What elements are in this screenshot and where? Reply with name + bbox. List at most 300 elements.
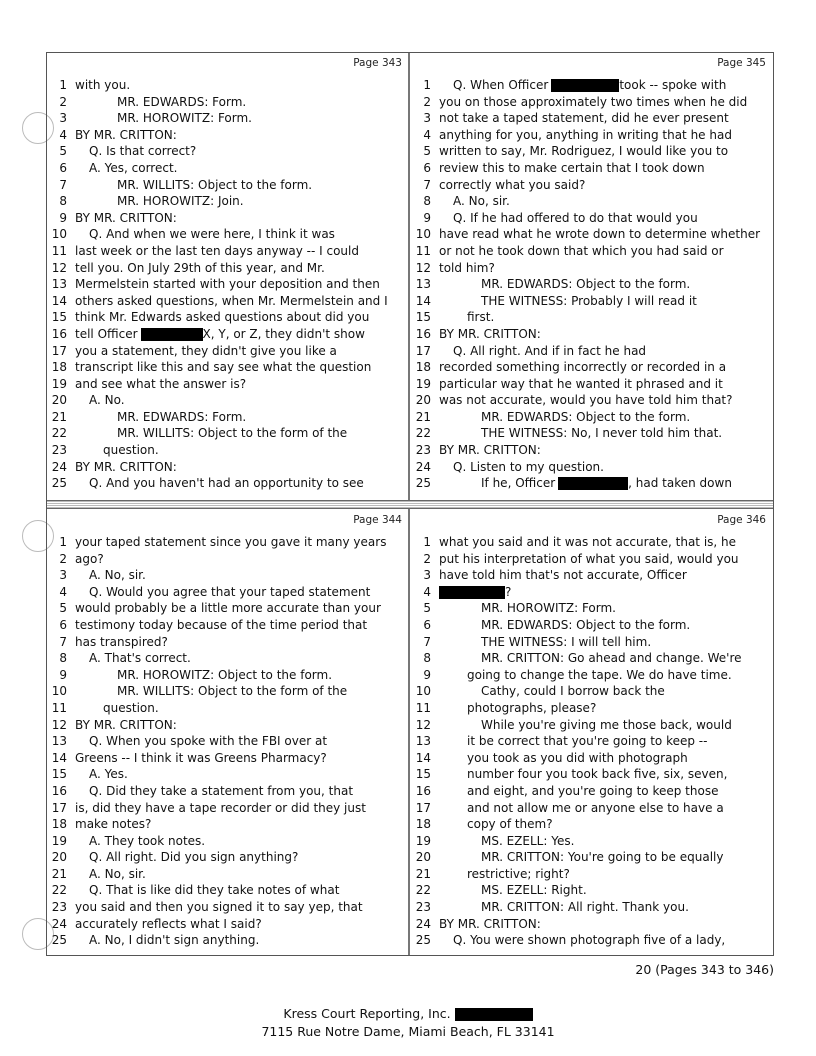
transcript-line [47, 833, 406, 850]
transcript-line [411, 866, 770, 883]
line-text [439, 226, 760, 243]
transcript-line [411, 733, 770, 750]
line-number: 14 [415, 293, 431, 308]
line-text [467, 800, 724, 817]
line-number: 5 [423, 601, 431, 616]
transcript-line [47, 733, 406, 750]
line-text-segment: MR. CRITTON: All right. Thank you. [481, 900, 689, 915]
line-text-segment: A. They took notes. [89, 833, 206, 848]
line-number: 19 [415, 376, 431, 391]
page-346 [411, 510, 770, 956]
transcript-line [411, 833, 770, 850]
transcript-line [47, 127, 406, 144]
line-number: 6 [59, 160, 67, 175]
line-text-segment: Q. When Officer [453, 78, 549, 92]
transcript-line [47, 783, 406, 800]
line-number: 8 [59, 651, 67, 666]
line-number: 11 [415, 243, 431, 258]
line-text-segment: MR. CRITTON: Go ahead and change. We're [481, 651, 742, 666]
line-text-segment: Q. When you spoke with the FBI over at [89, 734, 328, 749]
line-number: 10 [51, 227, 67, 242]
line-text [75, 899, 363, 916]
transcript-line [411, 94, 770, 111]
line-number: 8 [423, 194, 431, 209]
transcript-line [47, 392, 406, 409]
line-text-segment: MR. EDWARDS: Object to the form. [481, 277, 691, 292]
line-text-segment: think Mr. Edwards asked questions about did you [75, 310, 370, 325]
line-text-segment: BY MR. CRITTON: [439, 326, 541, 341]
transcript-line [411, 160, 770, 177]
transcript-line [47, 94, 406, 111]
line-text [89, 849, 298, 866]
transcript-line [411, 816, 770, 833]
transcript-line [411, 343, 770, 360]
line-text [75, 127, 177, 144]
line-text-segment: MR. WILLITS: Object to the form of the [117, 684, 348, 699]
transcript-line [411, 276, 770, 293]
line-text [481, 882, 587, 899]
line-text [439, 160, 705, 177]
line-text [439, 551, 739, 568]
transcript-line [47, 534, 406, 551]
line-text-segment: Q. That is like did they take notes of what [89, 883, 340, 898]
line-number: 25 [415, 933, 431, 948]
line-number: 11 [51, 243, 67, 258]
transcript-line [411, 650, 770, 667]
transcript-line [47, 750, 406, 767]
line-number: 24 [51, 459, 67, 474]
line-number: 10 [415, 227, 431, 242]
transcript-line [47, 193, 406, 210]
transcript-line [411, 783, 770, 800]
line-text-segment: MR. HOROWITZ: Form. [481, 601, 616, 616]
line-text-segment: going to change the tape. We do have time. [467, 667, 732, 682]
transcript-line [411, 899, 770, 916]
transcript-line [47, 700, 406, 717]
transcript-line [411, 800, 770, 817]
transcript-line [411, 683, 770, 700]
line-text [481, 899, 689, 916]
line-text-segment: you said and then you signed it to say yep, that [75, 900, 363, 915]
line-number: 1 [423, 535, 431, 549]
line-number: 15 [51, 767, 67, 782]
transcript-line [411, 534, 770, 551]
line-text [453, 932, 725, 949]
line-number: 6 [423, 617, 431, 632]
line-text [89, 882, 339, 899]
line-text [89, 143, 196, 160]
transcript-line [411, 193, 770, 210]
line-text [453, 343, 646, 360]
line-number: 23 [415, 443, 431, 458]
line-text [467, 783, 718, 800]
transcript-line [47, 600, 406, 617]
line-text [117, 683, 347, 700]
line-number: 16 [415, 783, 431, 798]
line-text-segment: number four you took back five, six, seven, [467, 767, 728, 782]
line-number: 18 [415, 360, 431, 375]
line-number: 16 [51, 783, 67, 798]
line-text-segment: Q. Did they take a statement from you, that [89, 783, 354, 798]
transcript-line [411, 849, 770, 866]
line-text-segment: photographs, please? [467, 700, 597, 715]
line-text [467, 309, 494, 326]
transcript-line [411, 376, 770, 393]
line-number: 12 [51, 260, 67, 275]
line-text-segment: question. [103, 700, 159, 715]
line-text-segment: told him? [439, 260, 495, 275]
line-text [75, 459, 177, 476]
line-number: 9 [423, 210, 431, 225]
line-number: 14 [51, 293, 67, 308]
line-number: 3 [59, 111, 67, 126]
line-text-segment: If he, Officer [481, 476, 556, 491]
transcript-line [411, 442, 770, 459]
line-number: 1 [59, 535, 67, 549]
line-text [439, 110, 729, 127]
line-number: 9 [423, 667, 431, 682]
line-text-segment: BY MR. CRITTON: [439, 443, 541, 458]
line-text-segment: Q. Is that correct? [89, 144, 197, 159]
line-text-segment: ago? [75, 551, 104, 566]
transcript-line [411, 617, 770, 634]
transcript-line [47, 359, 406, 376]
line-text-segment: Cathy, could I borrow back the [481, 684, 665, 699]
line-text [467, 816, 553, 833]
line-text [89, 766, 128, 783]
line-text-segment: your taped statement since you gave it many years [75, 535, 387, 549]
line-text [117, 94, 246, 111]
transcript-line [47, 226, 406, 243]
line-text-segment: MR. WILLITS: Object to the form. [117, 177, 313, 192]
line-number: 20 [51, 850, 67, 865]
line-text [467, 750, 688, 767]
transcript-line [47, 899, 406, 916]
page-number-label: Page 344 [353, 514, 402, 526]
line-text-segment: BY MR. CRITTON: [75, 210, 177, 225]
transcript-line [47, 276, 406, 293]
transcript-line [411, 459, 770, 476]
line-text [89, 783, 353, 800]
line-text [75, 309, 369, 326]
redaction-bar [141, 328, 203, 341]
transcript-line [47, 309, 406, 326]
line-text [439, 326, 541, 343]
line-text [75, 260, 325, 277]
transcript-line [411, 77, 770, 94]
line-number: 7 [59, 177, 67, 192]
line-text [75, 534, 386, 551]
line-number: 2 [423, 94, 431, 109]
line-text-segment: , had taken down [628, 476, 732, 491]
line-text-segment: have read what he wrote down to determine whether [439, 227, 761, 242]
transcript-line [47, 293, 406, 310]
line-text-segment: MR. EDWARDS: Form. [117, 409, 247, 424]
line-text-segment: A. That's correct. [89, 651, 191, 666]
transcript-line [411, 600, 770, 617]
line-text [439, 127, 732, 144]
transcript-line [411, 359, 770, 376]
transcript-line [411, 260, 770, 277]
line-number: 14 [51, 750, 67, 765]
transcript-line [411, 717, 770, 734]
transcript-line [47, 160, 406, 177]
transcript-line [411, 226, 770, 243]
line-number: 16 [51, 326, 67, 341]
transcript-line [47, 766, 406, 783]
line-text [89, 584, 370, 601]
line-number: 11 [415, 700, 431, 715]
transcript-line [411, 475, 770, 492]
line-text-segment: A. No, sir. [453, 194, 510, 209]
line-text-segment: A. No. [89, 393, 125, 408]
line-text-segment: MR. HOROWITZ: Object to the form. [117, 667, 333, 682]
line-number: 6 [423, 160, 431, 175]
line-text [453, 459, 604, 476]
transcript-line [411, 143, 770, 160]
line-text [75, 634, 168, 651]
line-number: 4 [59, 127, 67, 142]
line-number: 17 [415, 343, 431, 358]
transcript-line [411, 932, 770, 949]
line-text-segment: MR. EDWARDS: Object to the form. [481, 617, 691, 632]
line-text-segment: transcript like this and say see what the question [75, 360, 372, 375]
line-text [89, 833, 205, 850]
line-number: 25 [51, 476, 67, 491]
transcript-line [47, 667, 406, 684]
line-number: 21 [51, 409, 67, 424]
line-text [481, 833, 574, 850]
line-text [439, 243, 724, 260]
line-number: 25 [415, 476, 431, 491]
line-number: 15 [415, 767, 431, 782]
line-text [439, 359, 726, 376]
line-number: 3 [423, 568, 431, 583]
line-text [75, 816, 151, 833]
transcript-line [411, 326, 770, 343]
line-text [75, 617, 367, 634]
line-text [439, 584, 511, 601]
line-text [453, 193, 510, 210]
line-text-segment: would probably be a little more accurate than your [75, 601, 381, 616]
line-text-segment: MR. WILLITS: Object to the form of the [117, 426, 348, 441]
page-345 [411, 53, 770, 499]
line-text [439, 392, 733, 409]
line-number: 18 [51, 817, 67, 832]
line-number: 9 [59, 667, 67, 682]
line-text [453, 77, 726, 94]
transcript-line [411, 243, 770, 260]
line-text [117, 193, 244, 210]
transcript-line [47, 717, 406, 734]
line-text [75, 600, 381, 617]
line-text-segment: or not he took down that which you had said or [439, 243, 724, 258]
line-number: 4 [423, 584, 431, 599]
line-text-segment: and eight, and you're going to keep those [467, 783, 719, 798]
line-number: 4 [59, 584, 67, 599]
line-text [117, 409, 246, 426]
line-text [439, 916, 541, 933]
transcript-line [411, 392, 770, 409]
line-text [481, 600, 616, 617]
line-number: 7 [59, 634, 67, 649]
line-text [467, 667, 732, 684]
line-text [89, 650, 191, 667]
pages-range: 20 (Pages 343 to 346) [635, 962, 774, 977]
transcript-line [47, 243, 406, 260]
line-text [439, 177, 585, 194]
line-number: 12 [51, 717, 67, 732]
line-text [75, 243, 359, 260]
line-number: 13 [51, 277, 67, 292]
line-number: 24 [415, 916, 431, 931]
line-text [89, 932, 259, 949]
transcript-line [411, 293, 770, 310]
line-text [439, 94, 747, 111]
line-number: 1 [423, 78, 431, 92]
transcript-line [411, 210, 770, 227]
line-text-segment: Q. All right. And if in fact he had [453, 343, 647, 358]
transcript-line [47, 77, 406, 94]
line-text [439, 376, 723, 393]
line-number: 15 [415, 310, 431, 325]
line-text [467, 700, 596, 717]
transcript-line [47, 567, 406, 584]
line-text-segment: BY MR. CRITTON: [75, 717, 177, 732]
transcript-line [47, 110, 406, 127]
transcript-line [47, 442, 406, 459]
transcript-line [411, 700, 770, 717]
line-text-segment: with you. [75, 78, 131, 92]
transcript-line [47, 177, 406, 194]
line-number: 23 [51, 900, 67, 915]
line-text-segment: correctly what you said? [439, 177, 586, 192]
line-number: 4 [423, 127, 431, 142]
line-number: 19 [51, 833, 67, 848]
company-name-text: Kress Court Reporting, Inc. [283, 1006, 451, 1021]
transcript-line [47, 343, 406, 360]
line-number: 22 [415, 883, 431, 898]
line-text-segment: A. No, sir. [89, 568, 146, 583]
line-number: 14 [415, 750, 431, 765]
line-text-segment: MS. EZELL: Yes. [481, 833, 575, 848]
line-text [75, 916, 262, 933]
line-text-segment: first. [467, 310, 495, 325]
transcript-line [411, 309, 770, 326]
line-text-segment: recorded something incorrectly or recorded in a [439, 360, 727, 375]
line-number: 8 [423, 651, 431, 666]
line-text-segment: and not allow me or anyone else to have a [467, 800, 724, 815]
line-text-segment: has transpired? [75, 634, 168, 649]
transcript-sheet [46, 52, 774, 956]
transcript-line [411, 177, 770, 194]
line-number: 13 [415, 734, 431, 749]
line-text-segment: BY MR. CRITTON: [439, 916, 541, 931]
line-text-segment: A. Yes, correct. [89, 160, 178, 175]
transcript-line [411, 766, 770, 783]
line-text-segment: what you said and it was not accurate, that is, he [439, 535, 737, 549]
line-text [439, 442, 541, 459]
line-text-segment: restrictive; right? [467, 866, 570, 881]
transcript-line [47, 866, 406, 883]
line-text-segment: you took as you did with photograph [467, 750, 688, 765]
transcript-line [47, 326, 406, 343]
line-number: 9 [59, 210, 67, 225]
line-number: 20 [415, 393, 431, 408]
line-number: 3 [59, 568, 67, 583]
redaction-bar [558, 477, 628, 490]
transcript-line [47, 475, 406, 492]
redaction-bar [551, 79, 619, 92]
transcript-line [47, 459, 406, 476]
page-number-label: Page 343 [353, 57, 402, 69]
line-text-segment: put his interpretation of what you said, would you [439, 551, 739, 566]
line-text-segment: tell you. On July 29th of this year, and Mr. [75, 260, 325, 275]
line-number: 10 [51, 684, 67, 699]
line-number: 22 [51, 883, 67, 898]
line-text [89, 567, 146, 584]
line-number: 17 [51, 343, 67, 358]
line-text-segment: THE WITNESS: I will tell him. [481, 634, 652, 649]
line-number: 15 [51, 310, 67, 325]
line-text-segment: Q. And when we were here, I think it was [89, 227, 335, 242]
line-number: 23 [51, 443, 67, 458]
line-number: 21 [51, 866, 67, 881]
line-number: 7 [423, 177, 431, 192]
line-text [75, 800, 366, 817]
line-number: 12 [415, 717, 431, 732]
line-number: 17 [51, 800, 67, 815]
line-number: 17 [415, 800, 431, 815]
line-text [103, 700, 159, 717]
transcript-line [47, 800, 406, 817]
line-text-segment: question. [103, 443, 159, 458]
line-text-segment: MR. HOROWITZ: Form. [117, 111, 252, 126]
line-number: 19 [51, 376, 67, 391]
line-number: 20 [51, 393, 67, 408]
line-text [89, 160, 177, 177]
line-text-segment: Q. All right. Did you sign anything? [89, 850, 299, 865]
line-text-segment: accurately reflects what I said? [75, 916, 262, 931]
line-number: 23 [415, 900, 431, 915]
transcript-line [47, 425, 406, 442]
line-text-segment: was not accurate, would you have told him that? [439, 393, 733, 408]
line-number: 22 [415, 426, 431, 441]
transcript-line [411, 667, 770, 684]
line-text-segment: have told him that's not accurate, Officer [439, 568, 687, 583]
line-text-segment: and see what the answer is? [75, 376, 247, 391]
transcript-line [411, 110, 770, 127]
line-text-segment: is, did they have a tape recorder or did they just [75, 800, 366, 815]
line-text [75, 717, 177, 734]
line-text [481, 717, 732, 734]
line-text-segment: others asked questions, when Mr. Mermelstein and I [75, 293, 388, 308]
line-number: 21 [415, 866, 431, 881]
line-text [75, 343, 337, 360]
line-text [481, 650, 742, 667]
line-number: 10 [415, 684, 431, 699]
line-text-segment: A. No, I didn't sign anything. [89, 933, 260, 948]
transcript-line [411, 584, 770, 601]
line-text-segment: make notes? [75, 817, 152, 832]
transcript-line [47, 634, 406, 651]
line-number: 7 [423, 634, 431, 649]
transcript-line [47, 683, 406, 700]
company-address: 7115 Rue Notre Dame, Miami Beach, FL 33141 [261, 1024, 555, 1039]
line-number: 8 [59, 194, 67, 209]
line-text-segment: X, Y, or Z, they didn't show [202, 326, 365, 341]
line-text-segment: copy of them? [467, 817, 553, 832]
